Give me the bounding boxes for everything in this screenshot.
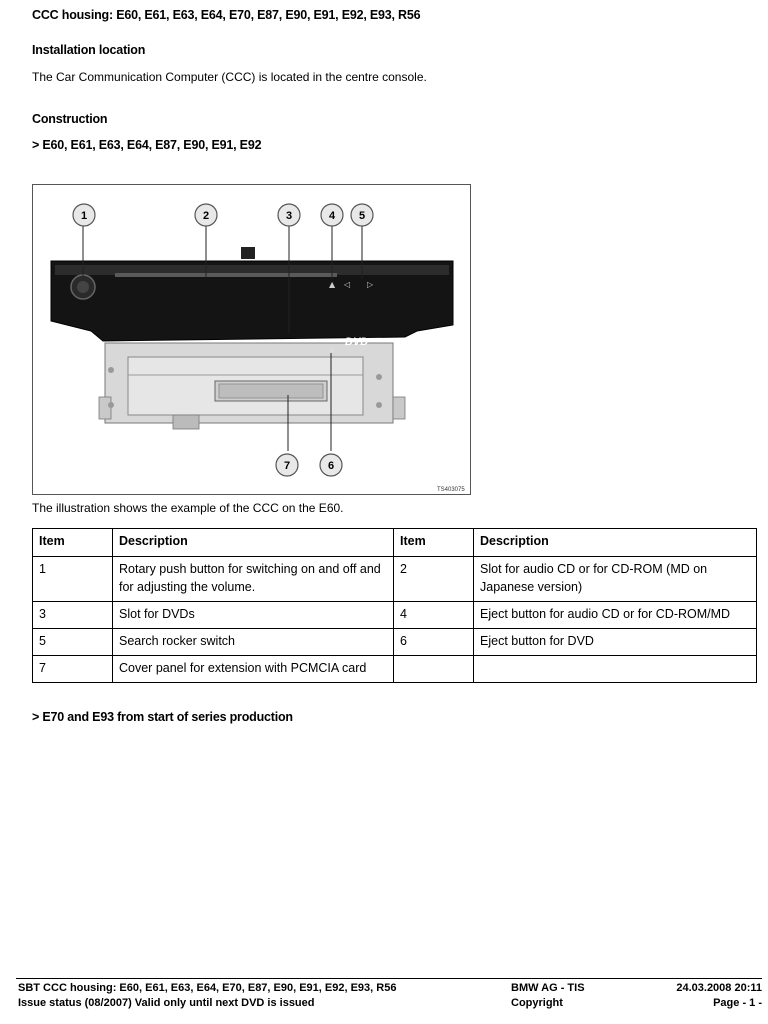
footer-page-number: Page - 1 - (713, 997, 762, 1009)
footer-copyright: Copyright (511, 997, 563, 1009)
cd-slot (115, 273, 337, 277)
svg-text:▷: ▷ (367, 280, 374, 289)
models-heading-1: > E60, E61, E63, E64, E87, E90, E91, E92 (32, 138, 262, 152)
image-code: TS403075 (437, 487, 465, 493)
table-header-row (33, 529, 757, 557)
callout-6 (320, 454, 342, 476)
footer-divider (16, 978, 762, 979)
header-description: Description (113, 529, 394, 557)
item-number: 4 (394, 602, 474, 629)
callout-7 (276, 454, 298, 476)
svg-text:3: 3 (285, 210, 293, 222)
svg-text:7: 7 (283, 460, 291, 472)
header-description: Description (474, 529, 757, 557)
svg-text:5: 5 (358, 210, 366, 222)
svg-text:4: 4 (328, 210, 336, 222)
callout-4 (321, 204, 343, 226)
item-number: 6 (394, 629, 474, 656)
item-number (394, 656, 474, 683)
svg-text:2: 2 (202, 210, 210, 222)
item-description: Cover panel for extension with PCMCIA card (113, 656, 394, 683)
item-description: Eject button for audio CD or for CD-ROM/MD (474, 602, 757, 629)
installation-heading: Installation location (32, 43, 146, 57)
header-item: Item (394, 529, 474, 557)
construction-heading: Construction (32, 112, 108, 126)
item-description: Slot for DVDs (113, 602, 394, 629)
table-row (33, 557, 757, 602)
parts-table (32, 528, 757, 683)
svg-text:▲: ▲ (329, 344, 336, 353)
callout-1 (73, 204, 95, 226)
header-item: Item (33, 529, 113, 557)
item-description: Search rocker switch (113, 629, 394, 656)
table-row (33, 656, 757, 683)
callout-3 (278, 204, 300, 226)
item-number: 3 (33, 602, 113, 629)
item-description: Rotary push button for switching on and off and for adjusting the volume. (113, 557, 394, 602)
svg-text:1: 1 (80, 210, 88, 222)
item-description: Slot for audio CD or for CD-ROM (MD on Japanese version) (474, 557, 757, 602)
footer-company: BMW AG - TIS (511, 982, 585, 994)
svg-text:◁: ◁ (344, 280, 351, 289)
svg-text:▲: ▲ (329, 280, 336, 289)
item-number: 5 (33, 629, 113, 656)
item-number: 1 (33, 557, 113, 602)
ccc-unit-drawing (33, 185, 470, 494)
callout-5 (351, 204, 373, 226)
dvd-logo: DVD (345, 336, 369, 348)
footer-datetime: 24.03.2008 20:11 (676, 982, 762, 994)
ccc-unit-illustration (32, 184, 471, 495)
models-heading-2: > E70 and E93 from start of series production (32, 710, 293, 724)
footer-doc-title: SBT CCC housing: E60, E61, E63, E64, E70, E87, E90, E91, E92, E93, R56 (18, 982, 397, 994)
item-number: 7 (33, 656, 113, 683)
item-description: Eject button for DVD (474, 629, 757, 656)
item-number: 2 (394, 557, 474, 602)
table-row (33, 629, 757, 656)
footer-issue-status: Issue status (08/2007) Valid only until next DVD is issued (18, 997, 315, 1009)
figure-caption: The illustration shows the example of the CCC on the E60. (32, 501, 344, 515)
callout-2 (195, 204, 217, 226)
item-description (474, 656, 757, 683)
installation-text: The Car Communication Computer (CCC) is located in the centre console. (32, 70, 427, 84)
page-title: CCC housing: E60, E61, E63, E64, E70, E87, E90, E91, E92, E93, R56 (32, 8, 421, 22)
table-row (33, 602, 757, 629)
svg-text:6: 6 (327, 460, 335, 472)
